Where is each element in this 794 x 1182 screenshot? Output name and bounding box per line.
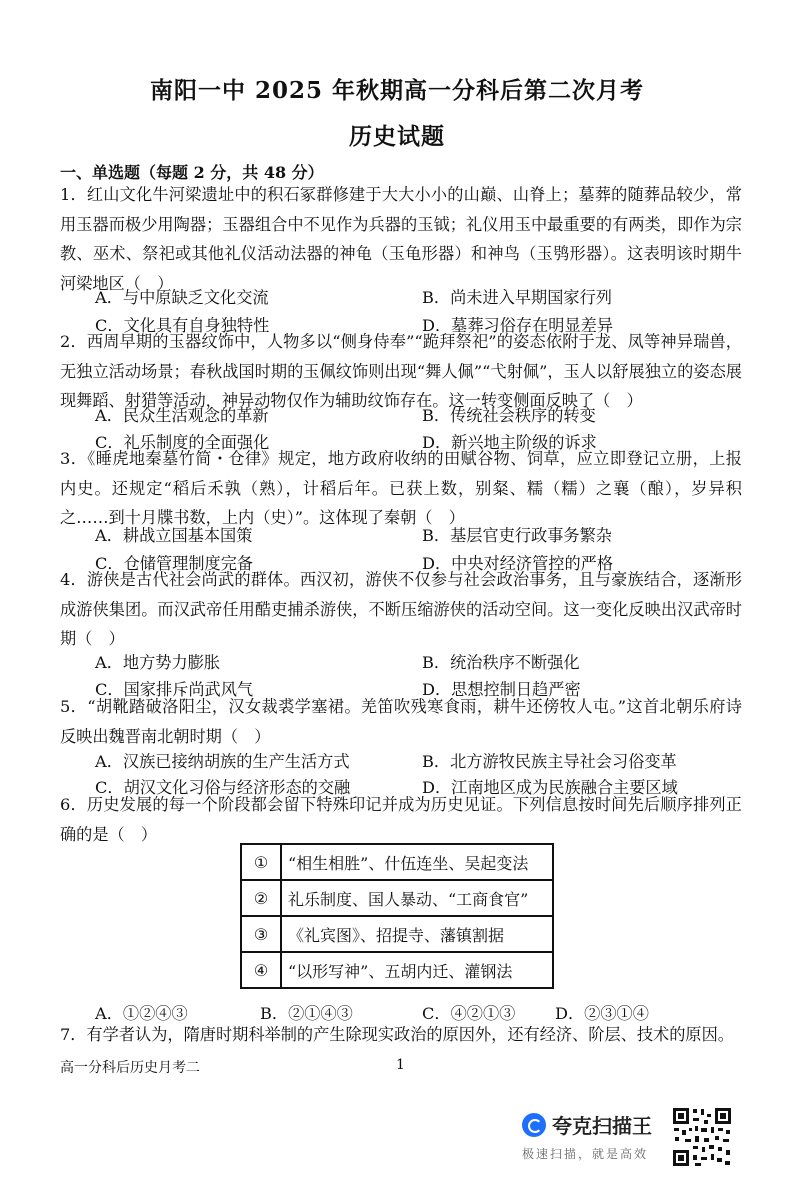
question-1-option-d: D．墓葬习俗存在明显差异 bbox=[422, 316, 614, 335]
question-2-option-d: D．新兴地主阶级的诉求 bbox=[422, 433, 597, 452]
question-2-option-a: A．民众生活观念的革新 bbox=[95, 406, 269, 425]
question-5-stem: 5．“胡靴踏破洛阳尘，汉女裁裘学塞裙。羌笛吹残寒食雨，耕牛还傍牧人屯。”这首北朝乐府诗反映出魏晋南北朝时期（ ） bbox=[60, 697, 742, 746]
question-1-option-a: A．与中原缺乏文化交流 bbox=[95, 288, 269, 307]
question-4-option-c: C．国家排斥尚武风气 bbox=[95, 680, 254, 699]
question-4-option-a: A．地方势力膨胀 bbox=[95, 653, 221, 672]
scanner-brand-name: 夸克扫描王 bbox=[552, 1114, 652, 1138]
table-cell-text: 《礼宾图》、招提寺、藩镇割据 bbox=[281, 916, 553, 952]
exam-subject-title: 历史试题 bbox=[349, 123, 445, 150]
question-4-option-b: B．统治秩序不断强化 bbox=[422, 653, 580, 672]
question-6-sequence-table bbox=[240, 843, 554, 989]
table-row bbox=[241, 844, 553, 880]
section-heading: 一、单选题（每题 2 分，共 48 分） bbox=[60, 163, 324, 182]
question-3-option-d: D．中央对经济管控的严格 bbox=[422, 554, 614, 573]
question-4-option-d: D．思想控制日趋严密 bbox=[422, 680, 581, 699]
table-row bbox=[241, 916, 553, 952]
qr-code-icon bbox=[671, 1106, 733, 1168]
quark-logo-icon bbox=[522, 1113, 546, 1137]
question-6-option-c: C．④②①③ bbox=[422, 1004, 516, 1023]
table-cell-text: “以形写神”、五胡内迁、灌钢法 bbox=[281, 952, 553, 988]
question-6-option-b: B．②①④③ bbox=[260, 1004, 353, 1023]
scanner-slogan: 极速扫描，就是高效 bbox=[522, 1147, 649, 1161]
question-5-option-d: D．江南地区成为民族融合主要区域 bbox=[422, 778, 678, 797]
page-number: 1 bbox=[396, 1057, 405, 1073]
table-cell-num: ② bbox=[241, 880, 281, 916]
table-cell-num: ③ bbox=[241, 916, 281, 952]
question-3-option-a: A．耕战立国基本国策 bbox=[95, 526, 253, 545]
table-cell-num: ④ bbox=[241, 952, 281, 988]
question-6-option-d: D．②③①④ bbox=[555, 1004, 649, 1023]
table-cell-num: ① bbox=[241, 844, 281, 880]
question-1-stem: 1．红山文化牛河梁遗址中的积石冢群修建于大大小小的山巅、山脊上；墓葬的随葬品较少，常用玉器而极少用陶器；玉器组合中不见作为兵器的玉钺；礼仪用玉中最重要的有两类，即作为宗教、巫术、祭祀或其他礼仪活动法器的神龟（玉龟形器）和神鸟（玉鸮形器）。这表明该时期牛河梁地区（ ） bbox=[60, 185, 742, 293]
question-3-option-b: B．基层官吏行政事务繁杂 bbox=[422, 526, 612, 545]
question-2-option-c: C．礼乐制度的全面强化 bbox=[95, 433, 270, 452]
question-1-option-c: C．文化具有自身独特性 bbox=[95, 316, 270, 335]
table-row bbox=[241, 880, 553, 916]
question-5-option-c: C．胡汉文化习俗与经济形态的交融 bbox=[95, 778, 351, 797]
question-6-option-a: A．①②④③ bbox=[95, 1004, 188, 1023]
question-2-stem: 2．西周早期的玉器纹饰中，人物多以“侧身侍奉”“跪拜祭祀”的姿态依附于龙、凤等神异瑞兽，无独立活动场景；春秋战国时期的玉佩纹饰则出现“舞人佩”“弋射佩”，玉人以舒展独立的姿态展现舞蹈、射猎等活动，神异动物仅作为辅助纹饰存在。这一转变侧面反映了（ ） bbox=[60, 332, 742, 410]
question-2-option-b: B．传统社会秩序的转变 bbox=[422, 406, 596, 425]
question-7-stem: 7．有学者认为，隋唐时期科举制的产生除现实政治的原因外，还有经济、阶层、技术的原因。 bbox=[60, 1025, 734, 1044]
footer-exam-label: 高一分科后历史月考二 bbox=[60, 1060, 200, 1076]
exam-title: 南阳一中 2025 年秋期高一分科后第二次月考 bbox=[149, 77, 645, 104]
table-cell-text: “相生相胜”、什伍连坐、吴起变法 bbox=[281, 844, 553, 880]
table-cell-text: 礼乐制度、国人暴动、“工商食官” bbox=[281, 880, 553, 916]
question-6-stem: 6．历史发展的每一个阶段都会留下特殊印记并成为历史见证。下列信息按时间先后顺序排列正确的是（ ） bbox=[60, 795, 742, 844]
question-3-option-c: C．仓储管理制度完备 bbox=[95, 554, 254, 573]
table-row bbox=[241, 952, 553, 988]
question-3-stem: 3．《睡虎地秦墓竹简・仓律》规定，地方政府收纳的田赋谷物、饲草，应立即登记立册，上报内史。还规定“稻后禾孰（熟），计稻后年。已获上数，别粲、糯（糯）之襄（酿），岁异积之……到十月牒书数，上内（史）”。这体现了秦朝（ ） bbox=[60, 449, 742, 527]
question-4-stem: 4．游侠是古代社会尚武的群体。西汉初，游侠不仅参与社会政治事务，且与豪族结合，逐渐形成游侠集团。而汉武帝任用酷吏捕杀游侠，不断压缩游侠的活动空间。这一变化反映出汉武帝时期（ ） bbox=[60, 570, 742, 648]
question-1-option-b: B．尚未进入早期国家行列 bbox=[422, 288, 612, 307]
scanner-watermark bbox=[522, 1110, 672, 1166]
question-5-option-b: B．北方游牧民族主导社会习俗变革 bbox=[422, 752, 677, 771]
question-5-option-a: A．汉族已接纳胡族的生产生活方式 bbox=[95, 752, 350, 771]
